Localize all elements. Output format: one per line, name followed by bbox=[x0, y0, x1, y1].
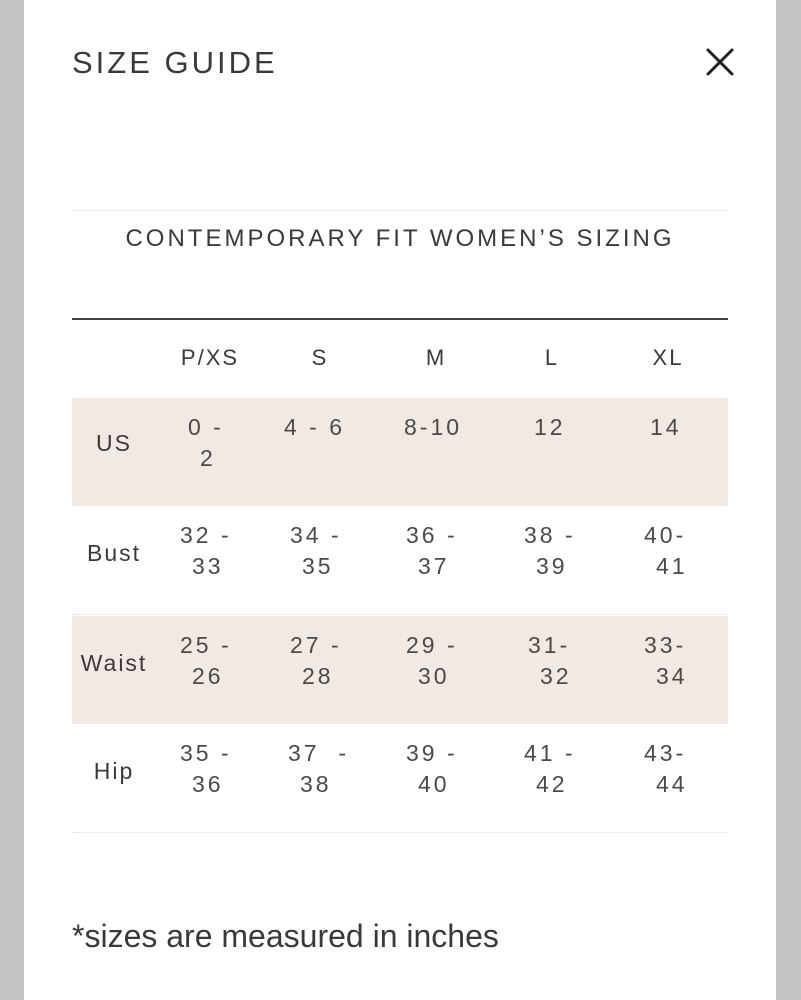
cell-us-l: 12 bbox=[534, 414, 566, 440]
cell-bust-l: 38 - 39 bbox=[524, 522, 576, 579]
cell-hip-l: 41 - 42 bbox=[524, 740, 576, 797]
column-header-xl: XL bbox=[652, 345, 684, 370]
cell-us-m: 8-10 bbox=[404, 414, 463, 440]
row-label-us: US bbox=[96, 430, 132, 456]
cell-hip-xl: 43- 44 bbox=[644, 740, 688, 797]
cell-waist-s: 27 - 28 bbox=[290, 632, 342, 689]
cell-waist-pxs: 25 - 26 bbox=[180, 632, 232, 689]
column-header-l: L bbox=[544, 345, 560, 370]
cell-waist-m: 29 - 30 bbox=[406, 632, 458, 689]
cell-us-xl: 14 bbox=[650, 414, 682, 440]
modal-title: SIZE GUIDE bbox=[72, 45, 278, 80]
cell-us-pxs: 0 - 2 bbox=[188, 414, 224, 471]
table-row-us bbox=[72, 398, 728, 506]
size-guide-modal bbox=[24, 0, 776, 1000]
section-title: CONTEMPORARY FIT WOMEN’S SIZING bbox=[125, 225, 675, 252]
cell-bust-xl: 40- 41 bbox=[644, 522, 688, 579]
cell-bust-pxs: 32 - 33 bbox=[180, 522, 232, 579]
cell-hip-pxs: 35 - 36 bbox=[180, 740, 232, 797]
measurement-footnote: *sizes are measured in inches bbox=[72, 918, 499, 954]
table-row-waist bbox=[72, 616, 728, 724]
cell-waist-xl: 33- 34 bbox=[644, 632, 688, 689]
close-icon[interactable] bbox=[702, 44, 738, 80]
table-top-rule bbox=[72, 318, 728, 320]
cell-bust-m: 36 - 37 bbox=[406, 522, 458, 579]
cell-hip-s: 37 - 38 bbox=[288, 740, 350, 797]
cell-bust-s: 34 - 35 bbox=[290, 522, 342, 579]
column-header-pxs: P/XS bbox=[180, 345, 240, 370]
cell-waist-l: 31- 32 bbox=[528, 632, 572, 689]
row-label-waist: Waist bbox=[80, 650, 148, 676]
cell-hip-m: 39 - 40 bbox=[406, 740, 458, 797]
section-divider bbox=[72, 210, 728, 211]
cell-us-s: 4 - 6 bbox=[284, 414, 346, 440]
table-header-row bbox=[72, 340, 728, 376]
column-header-s: S bbox=[311, 345, 329, 370]
row-label-bust: Bust bbox=[86, 540, 142, 566]
column-header-m: M bbox=[425, 345, 447, 370]
table-row-hip bbox=[72, 724, 728, 833]
row-label-hip: Hip bbox=[93, 758, 135, 784]
table-row-bust bbox=[72, 506, 728, 615]
